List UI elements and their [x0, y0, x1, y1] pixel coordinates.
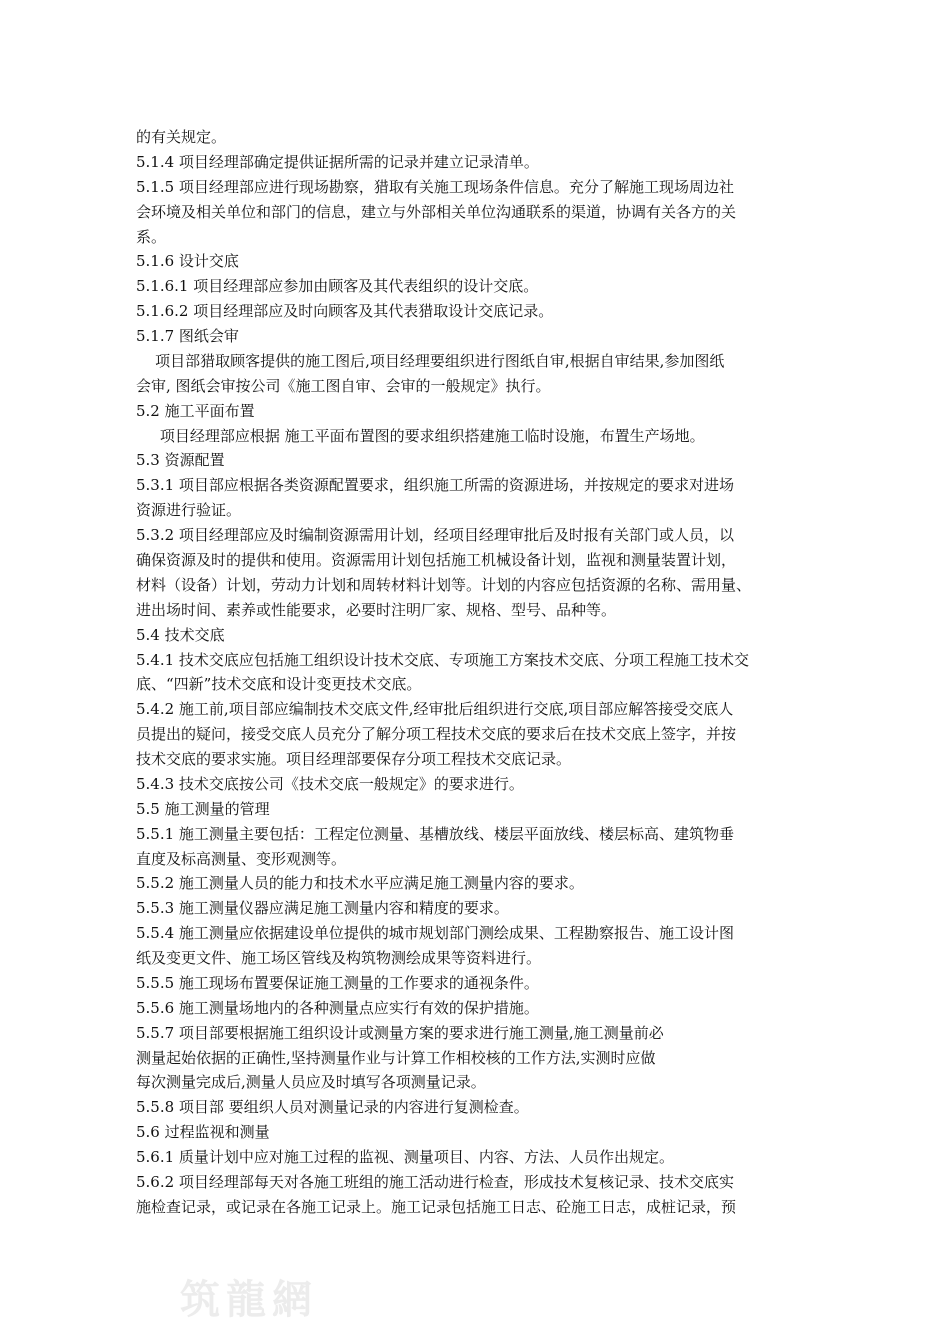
text-line: 5.5.4 施工测量应依据建设单位提供的城市规划部门测绘成果、工程勘察报告、施工设计图 — [136, 924, 734, 943]
text-line: 5.1.6.2 项目经理部应及时向顾客及其代表猎取设计交底记录。 — [136, 302, 554, 321]
text-line: 会环境及相关单位和部门的信息，建立与外部相关单位沟通联系的渠道，协调有关各方的关 — [136, 202, 737, 221]
text-line: 5.3 资源配置 — [136, 451, 225, 470]
text-line: 5.1.6.1 项目经理部应参加由顾客及其代表组织的设计交底。 — [136, 277, 539, 296]
text-line: 5.6.2 项目经理部每天对各施工班组的施工活动进行检查，形成技术复核记录、技术交底实 — [136, 1173, 734, 1191]
text-line: 系。 — [136, 227, 167, 246]
text-line: 5.2 施工平面布置 — [136, 401, 255, 420]
text-line: 5.4 技术交底 — [136, 625, 225, 644]
text-line: 5.6 过程监视和测量 — [136, 1123, 270, 1142]
text-line: 5.6.1 质量计划中应对施工过程的监视、测量项目、内容、方法、人员作出规定。 — [136, 1148, 674, 1167]
text-line: 5.3.2 项目经理部应及时编制资源需用计划，经项目经理审批后及时报有关部门或人员，以 — [136, 526, 734, 545]
text-line: 5.5 施工测量的管理 — [136, 799, 270, 818]
text-line: 直度及标高测量、变形观测等。 — [136, 849, 347, 868]
text-line: 5.1.6 设计交底 — [136, 252, 239, 271]
text-line: 5.4.3 技术交底按公司《技术交底一般规定》的要求进行。 — [136, 774, 524, 793]
text-line: 会审, 图纸会审按公司《施工图自审、会审的一般规定》执行。 — [136, 376, 551, 395]
text-line: 项目经理部应根据 施工平面布置图的要求组织搭建施工临时设施，布置生产场地。 — [136, 426, 705, 445]
text-line: 5.4.1 技术交底应包括施工组织设计技术交底、专项施工方案技术交底、分项工程施工技术交 — [136, 650, 749, 669]
text-line: 技术交底的要求实施。项目经理部要保存分项工程技术交底记录。 — [136, 750, 572, 768]
text-line: 材料（设备）计划，劳动力计划和周转材料计划等。计划的内容应包括资源的名称、需用量、 — [136, 575, 752, 594]
text-line: 进出场时间、素养或性能要求，必要时注明厂家、规格、型号、品种等。 — [136, 600, 617, 619]
text-line: 5.1.5 项目经理部应进行现场勘察，猎取有关施工现场条件信息。充分了解施工现场周边社 — [136, 177, 734, 196]
text-line: 5.1.4 项目经理部确定提供证据所需的记录并建立记录清单。 — [136, 152, 539, 171]
text-line: 5.1.7 图纸会审 — [136, 327, 239, 345]
text-line: 资源进行验证。 — [136, 501, 242, 520]
text-line: 5.5.5 施工现场布置要保证施工测量的工作要求的通视条件。 — [136, 973, 539, 992]
text-line: 测量起始依据的正确性,坚持测量作业与计算工作相校核的工作方法,实测时应做 — [136, 1048, 656, 1067]
text-line: 5.5.2 施工测量人员的能力和技术水平应满足施工测量内容的要求。 — [136, 874, 584, 893]
text-line: 的有关规定。 — [136, 128, 227, 146]
text-line: 每次测量完成后,测量人员应及时填写各项测量记录。 — [136, 1073, 486, 1092]
text-line: 项目部猎取顾客提供的施工图后,项目经理要组织进行图纸自审,根据自审结果,参加图纸 — [136, 351, 725, 370]
text-line: 5.3.1 项目部应根据各类资源配置要求，组织施工所需的资源进场，并按规定的要求对进场 — [136, 476, 734, 495]
text-line: 施检查记录，或记录在各施工记录上。施工记录包括施工日志、砼施工日志，成桩记录，预 — [136, 1197, 737, 1216]
text-line: 5.5.7 项目部要根据施工组织设计或测量方案的要求进行施工测量,施工测量前必 — [136, 1023, 664, 1042]
text-line: 5.5.3 施工测量仪器应满足施工测量内容和精度的要求。 — [136, 899, 509, 918]
text-line: 员提出的疑问，接受交底人员充分了解分项工程技术交底的要求后在技术交底上签字，并按 — [136, 725, 737, 744]
text-line: 底、“四新”技术交底和设计变更技术交底。 — [136, 675, 422, 694]
watermark-logo: 筑龍網 — [180, 1277, 318, 1323]
text-line: 5.5.6 施工测量场地内的各种测量点应实行有效的保护措施。 — [136, 998, 539, 1017]
text-line: 5.5.8 项目部 要组织人员对测量记录的内容进行复测检查。 — [136, 1098, 529, 1117]
text-line: 确保资源及时的提供和使用。资源需用计划包括施工机械设备计划，监视和测量装置计划， — [136, 551, 737, 569]
text-line: 纸及变更文件、施工场区管线及构筑物测绘成果等资料进行。 — [136, 949, 542, 967]
text-line: 5.5.1 施工测量主要包括：工程定位测量、基槽放线、楼层平面放线、楼层标高、建筑物垂 — [136, 824, 734, 843]
text-line: 5.4.2 施工前,项目部应编制技术交底文件,经审批后组织进行交底,项目部应解答接受交底人 — [136, 700, 734, 719]
